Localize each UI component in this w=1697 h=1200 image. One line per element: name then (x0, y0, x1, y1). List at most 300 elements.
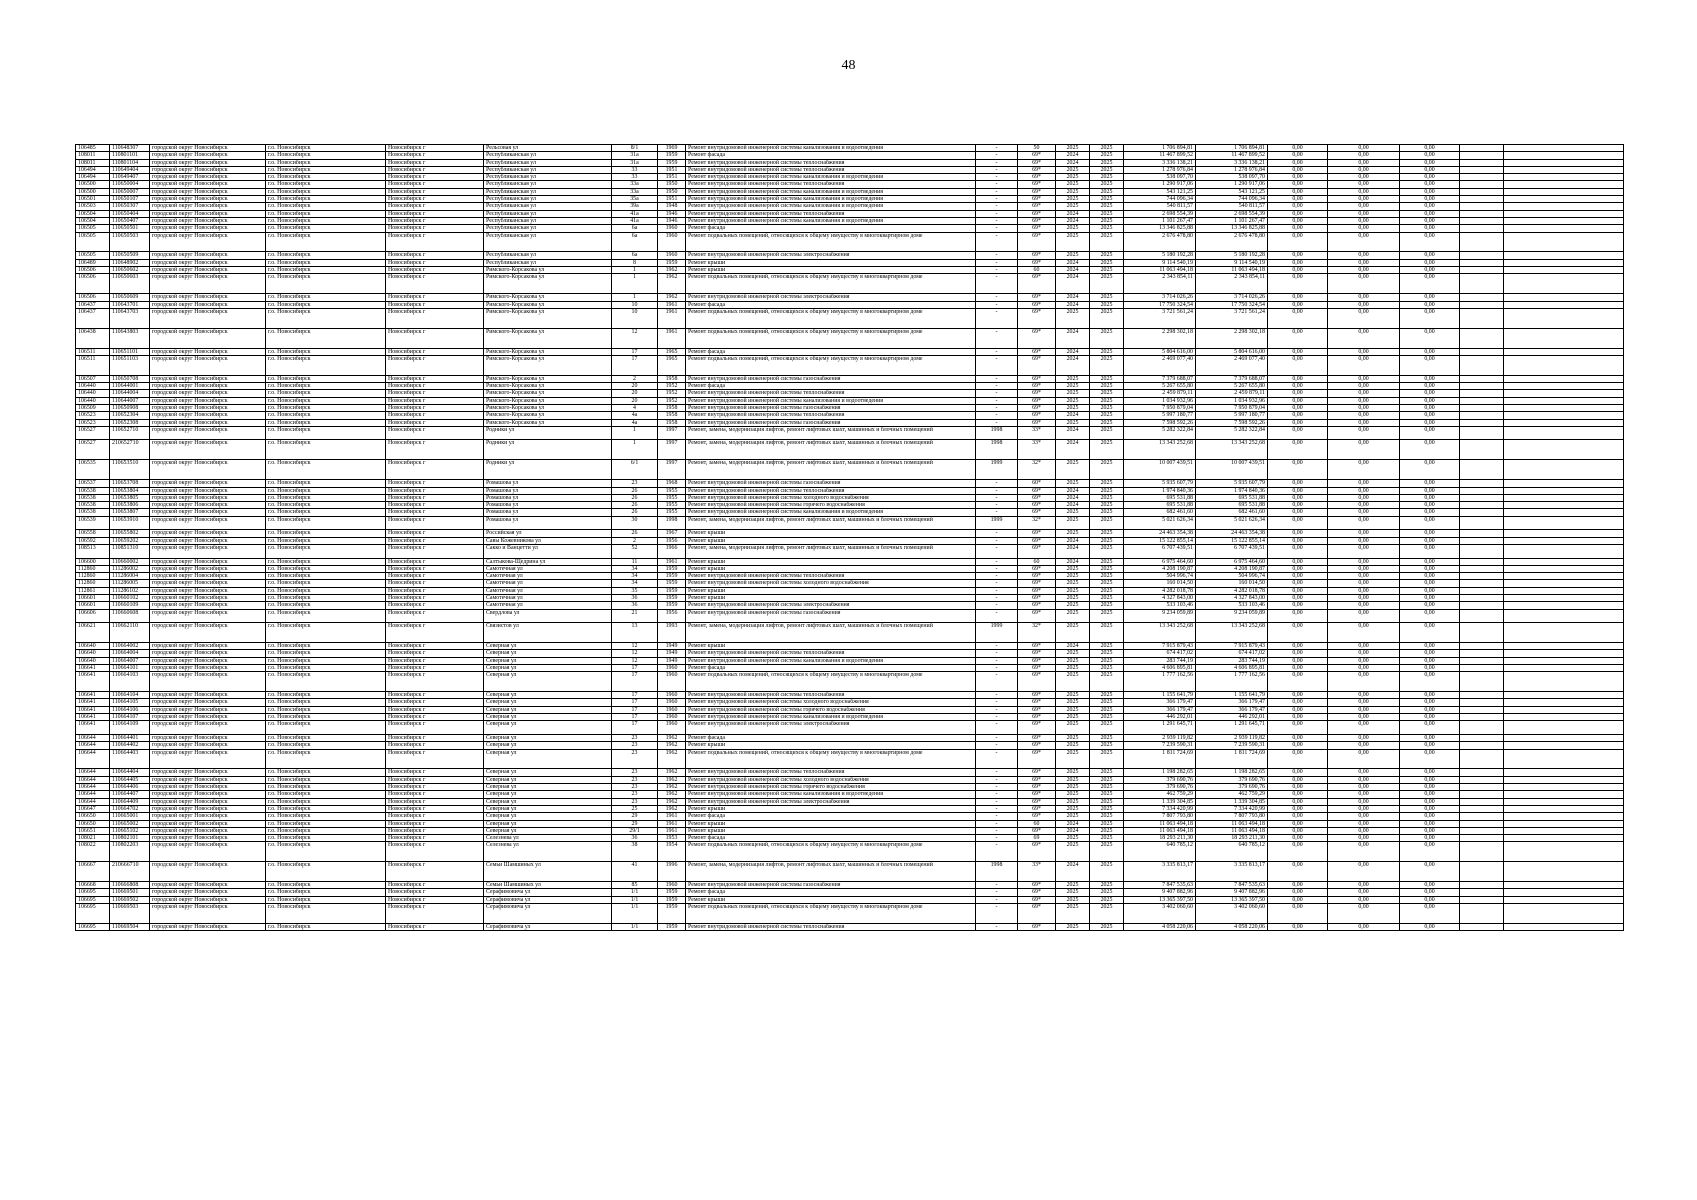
cell-budget-local: 0,00 (1400, 882, 1460, 889)
cell-budget-federal: 0,00 (1268, 721, 1328, 735)
cell-settlement: г.о. Новосибирск (266, 776, 386, 783)
cell-street: Семьи Шамшиных ул (484, 862, 612, 882)
cell-wear-percent: 32* (1018, 460, 1056, 480)
cell-total-cost: 15 122 855,14 (1124, 537, 1196, 544)
cell-budget-federal: 0,00 (1268, 692, 1328, 699)
cell-wear-percent: 69* (1018, 301, 1056, 308)
cell-build-year: 1951 (658, 196, 686, 203)
cell-wear-percent: 69* (1018, 657, 1056, 664)
cell-municipality: городской округ Новосибирск (150, 267, 266, 274)
cell-street: Свердлова ул (484, 609, 612, 623)
cell-plan-year-start: 2025 (1056, 460, 1090, 480)
cell-budget-regional: 0,00 (1328, 267, 1400, 274)
cell-budget-local: 0,00 (1400, 657, 1460, 664)
cell-wear-percent: 69* (1018, 210, 1056, 217)
cell-plan-year-start: 2024 (1056, 502, 1090, 509)
cell-house-number: 29/1 (612, 827, 658, 834)
cell-street: Республиканская ул (484, 217, 612, 224)
cell-work-code: 110650603 (110, 274, 150, 294)
cell-total-cost: 3 721 561,24 (1124, 308, 1196, 328)
cell-city: Новосибирск г (386, 181, 484, 188)
cell-city: Новосибирск г (386, 813, 484, 820)
cell-municipality: городской округ Новосибирск (150, 480, 266, 487)
cell-budget-regional: 0,00 (1328, 404, 1400, 411)
table-row (76, 328, 1624, 348)
cell-municipality: городской округ Новосибирск (150, 355, 266, 375)
cell-lift-year: - (976, 742, 1018, 749)
table-row (76, 494, 1624, 501)
cell-street: Римского-Корсакова ул (484, 383, 612, 390)
cell-budget-federal: 0,00 (1268, 602, 1328, 609)
cell-city: Новосибирск г (386, 355, 484, 375)
cell-plan-year-start: 2025 (1056, 516, 1090, 530)
cell-work-type: Ремонт внутридомовой инженерной системы теплоснабжения (686, 650, 976, 657)
cell-work-code: 110664702 (110, 805, 150, 812)
cell-build-year: 1959 (658, 580, 686, 587)
cell-city: Новосибирск г (386, 274, 484, 294)
cell-total-cost: 6 975 464,60 (1124, 558, 1196, 565)
cell-fund-cost: 9 114 540,19 (1196, 259, 1268, 266)
cell-wear-percent: 69* (1018, 776, 1056, 783)
cell-fund-cost: 3 335 813,17 (1196, 862, 1268, 882)
cell-house-id: 106644 (76, 791, 110, 798)
cell-house-number: 26 (612, 530, 658, 537)
cell-budget-regional: 0,00 (1328, 537, 1400, 544)
cell-municipality: городской округ Новосибирск (150, 657, 266, 664)
cell-build-year: 1959 (658, 573, 686, 580)
cell-total-cost: 7 950 879,04 (1124, 404, 1196, 411)
cell-plan-year-start: 2024 (1056, 537, 1090, 544)
cell-wear-percent: 69* (1018, 573, 1056, 580)
cell-house-id: 106440 (76, 383, 110, 390)
cell-plan-year-end: 2025 (1090, 923, 1124, 930)
cell-lift-year: - (976, 348, 1018, 355)
cell-budget-local: 0,00 (1400, 267, 1460, 274)
cell-plan-year-start: 2024 (1056, 862, 1090, 882)
cell-work-code: 110664409 (110, 798, 150, 805)
cell-house-id: 108021 (76, 835, 110, 842)
cell-work-code: 110664109 (110, 721, 150, 735)
cell-house-id: 106668 (76, 882, 110, 889)
cell-extra-1 (1460, 882, 1504, 889)
cell-fund-cost: 15 122 855,14 (1196, 537, 1268, 544)
table-row (76, 889, 1624, 896)
cell-budget-local: 0,00 (1400, 174, 1460, 181)
cell-budget-regional: 0,00 (1328, 714, 1400, 721)
cell-budget-local: 0,00 (1400, 714, 1460, 721)
cell-municipality: городской округ Новосибирск (150, 530, 266, 537)
cell-build-year: 1956 (658, 609, 686, 623)
cell-work-type: Ремонт, замена, модернизация лифтов, ремонт лифтовых шахт, машинных и блочных помещений (686, 440, 976, 460)
cell-settlement: г.о. Новосибирск (266, 734, 386, 741)
cell-plan-year-end: 2025 (1090, 152, 1124, 159)
cell-extra-1 (1460, 203, 1504, 210)
cell-total-cost: 283 744,19 (1124, 657, 1196, 664)
cell-city: Новосибирск г (386, 537, 484, 544)
cell-wear-percent: 69* (1018, 791, 1056, 798)
table-row (76, 480, 1624, 487)
cell-city: Новосибирск г (386, 196, 484, 203)
cell-fund-cost: 7 847 535,63 (1196, 882, 1268, 889)
cell-municipality: городской округ Новосибирск (150, 573, 266, 580)
cell-house-number: 31а (612, 152, 658, 159)
cell-settlement: г.о. Новосибирск (266, 328, 386, 348)
cell-budget-regional: 0,00 (1328, 217, 1400, 224)
cell-total-cost: 3 335 813,17 (1124, 862, 1196, 882)
cell-fund-cost: 11 063 494,18 (1196, 827, 1268, 834)
table-row (76, 692, 1624, 699)
cell-city: Новосибирск г (386, 827, 484, 834)
cell-fund-cost: 446 292,01 (1196, 714, 1268, 721)
cell-city: Новосибирск г (386, 152, 484, 159)
cell-house-number: 38 (612, 842, 658, 862)
cell-budget-regional: 0,00 (1328, 734, 1400, 741)
cell-house-id: 106641 (76, 706, 110, 713)
cell-settlement: г.о. Новосибирск (266, 355, 386, 375)
cell-house-id: 112860 (76, 573, 110, 580)
cell-street: Республиканская ул (484, 196, 612, 203)
cell-work-code: 110664007 (110, 657, 150, 664)
table-row (76, 440, 1624, 460)
cell-budget-local: 0,00 (1400, 889, 1460, 896)
cell-house-id: 106644 (76, 769, 110, 776)
cell-lift-year: - (976, 383, 1018, 390)
cell-house-id: 106539 (76, 516, 110, 530)
cell-settlement: г.о. Новосибирск (266, 166, 386, 173)
cell-budget-federal: 0,00 (1268, 714, 1328, 721)
cell-plan-year-start: 2025 (1056, 174, 1090, 181)
cell-budget-regional: 0,00 (1328, 355, 1400, 375)
cell-budget-local: 0,00 (1400, 412, 1460, 419)
cell-lift-year: - (976, 308, 1018, 328)
cell-total-cost: 366 179,47 (1124, 699, 1196, 706)
cell-house-number: 12 (612, 650, 658, 657)
cell-house-id: 106494 (76, 166, 110, 173)
cell-plan-year-end: 2025 (1090, 904, 1124, 924)
cell-fund-cost: 682 461,60 (1196, 509, 1268, 516)
cell-wear-percent: 69* (1018, 595, 1056, 602)
cell-house-number: 8 (612, 259, 658, 266)
cell-plan-year-start: 2025 (1056, 404, 1090, 411)
cell-work-type: Ремонт внутридомовой инженерной системы газоснабжения (686, 375, 976, 382)
cell-work-type: Ремонт внутридомовой инженерной системы холодного водоснабжения (686, 776, 976, 783)
cell-budget-local: 0,00 (1400, 294, 1460, 301)
cell-extra-1 (1460, 602, 1504, 609)
cell-lift-year: 1999 (976, 460, 1018, 480)
cell-work-type: Ремонт внутридомовой инженерной системы канализования и водоотведения (686, 509, 976, 516)
cell-plan-year-end: 2025 (1090, 699, 1124, 706)
cell-fund-cost: 1 198 282,65 (1196, 769, 1268, 776)
cell-house-number: 35 (612, 587, 658, 594)
cell-fund-cost: 2 469 077,40 (1196, 355, 1268, 375)
cell-house-number: 41а (612, 217, 658, 224)
cell-plan-year-end: 2025 (1090, 609, 1124, 623)
cell-budget-local: 0,00 (1400, 426, 1460, 440)
cell-settlement: г.о. Новосибирск (266, 480, 386, 487)
cell-settlement: г.о. Новосибирск (266, 595, 386, 602)
cell-plan-year-end: 2025 (1090, 355, 1124, 375)
cell-work-code: 110664104 (110, 692, 150, 699)
cell-budget-regional: 0,00 (1328, 544, 1400, 558)
cell-house-number: 41а (612, 210, 658, 217)
cell-extra-2 (1504, 159, 1624, 166)
cell-budget-local: 0,00 (1400, 232, 1460, 252)
cell-budget-federal: 0,00 (1268, 355, 1328, 375)
cell-fund-cost: 1 777 162,56 (1196, 672, 1268, 692)
cell-fund-cost: 462 759,29 (1196, 791, 1268, 798)
cell-house-id: 106538 (76, 502, 110, 509)
cell-settlement: г.о. Новосибирск (266, 544, 386, 558)
cell-work-type: Ремонт подвальных помещений, относящихся к общему имуществу в многоквартирном доме (686, 904, 976, 924)
cell-total-cost: 5 267 655,80 (1124, 383, 1196, 390)
cell-settlement: г.о. Новосибирск (266, 509, 386, 516)
cell-city: Новосибирск г (386, 776, 484, 783)
cell-plan-year-start: 2024 (1056, 440, 1090, 460)
cell-plan-year-start: 2024 (1056, 217, 1090, 224)
cell-plan-year-start: 2025 (1056, 573, 1090, 580)
cell-plan-year-end: 2025 (1090, 397, 1124, 404)
cell-extra-2 (1504, 882, 1624, 889)
cell-extra-1 (1460, 460, 1504, 480)
cell-plan-year-start: 2025 (1056, 166, 1090, 173)
cell-house-number: 33а (612, 188, 658, 195)
cell-city: Новосибирск г (386, 348, 484, 355)
cell-work-type: Ремонт фасада (686, 734, 976, 741)
cell-work-code: 110653910 (110, 516, 150, 530)
cell-city: Новосибирск г (386, 565, 484, 572)
table-row (76, 404, 1624, 411)
cell-lift-year: - (976, 544, 1018, 558)
cell-lift-year: - (976, 274, 1018, 294)
cell-budget-regional: 0,00 (1328, 274, 1400, 294)
cell-work-code: 110669503 (110, 904, 150, 924)
cell-street: Римского-Корсакова ул (484, 308, 612, 328)
cell-lift-year: - (976, 267, 1018, 274)
cell-wear-percent: 69* (1018, 805, 1056, 812)
table-row (76, 602, 1624, 609)
cell-extra-1 (1460, 294, 1504, 301)
cell-extra-2 (1504, 714, 1624, 721)
cell-fund-cost: 7 239 590,31 (1196, 742, 1268, 749)
cell-work-code: 110664403 (110, 749, 150, 769)
cell-budget-regional: 0,00 (1328, 159, 1400, 166)
cell-extra-2 (1504, 301, 1624, 308)
cell-house-id: 106511 (76, 355, 110, 375)
cell-house-id: 108513 (76, 544, 110, 558)
cell-settlement: г.о. Новосибирск (266, 196, 386, 203)
cell-build-year: 1952 (658, 390, 686, 397)
cell-build-year: 1955 (658, 487, 686, 494)
cell-budget-federal: 0,00 (1268, 798, 1328, 805)
cell-house-id: 106506 (76, 267, 110, 274)
cell-budget-local: 0,00 (1400, 791, 1460, 798)
cell-plan-year-start: 2024 (1056, 494, 1090, 501)
cell-work-type: Ремонт крыши (686, 587, 976, 594)
cell-budget-federal: 0,00 (1268, 166, 1328, 173)
cell-street: Северная ул (484, 749, 612, 769)
cell-plan-year-start: 2025 (1056, 721, 1090, 735)
cell-extra-1 (1460, 862, 1504, 882)
cell-budget-local: 0,00 (1400, 769, 1460, 776)
cell-budget-local: 0,00 (1400, 721, 1460, 735)
cell-plan-year-end: 2025 (1090, 181, 1124, 188)
cell-budget-federal: 0,00 (1268, 896, 1328, 903)
cell-total-cost: 17 750 324,54 (1124, 301, 1196, 308)
cell-house-id: 106667 (76, 862, 110, 882)
cell-street: Самотечная ул (484, 595, 612, 602)
cell-budget-federal: 0,00 (1268, 494, 1328, 501)
cell-budget-regional: 0,00 (1328, 252, 1400, 259)
cell-lift-year: - (976, 791, 1018, 798)
table-row (76, 196, 1624, 203)
cell-house-number: 4 (612, 404, 658, 411)
cell-total-cost: 379 690,76 (1124, 784, 1196, 791)
cell-wear-percent: 69* (1018, 923, 1056, 930)
cell-city: Новосибирск г (386, 530, 484, 537)
cell-work-type: Ремонт внутридомовой инженерной системы канализования и водоотведения (686, 188, 976, 195)
cell-fund-cost: 3 336 138,21 (1196, 159, 1268, 166)
cell-plan-year-end: 2025 (1090, 565, 1124, 572)
cell-total-cost: 7 598 592,26 (1124, 419, 1196, 426)
cell-lift-year: - (976, 259, 1018, 266)
cell-street: Сакко и Ванцетти ул (484, 544, 612, 558)
cell-work-code: 110664103 (110, 672, 150, 692)
cell-work-type: Ремонт внутридомовой инженерной системы канализования и водоотведения (686, 714, 976, 721)
cell-work-type: Ремонт внутридомовой инженерной системы теплоснабжения (686, 692, 976, 699)
cell-budget-regional: 0,00 (1328, 166, 1400, 173)
cell-house-id: 106505 (76, 232, 110, 252)
cell-extra-2 (1504, 609, 1624, 623)
cell-wear-percent: 69* (1018, 813, 1056, 820)
cell-total-cost: 5 935 607,79 (1124, 480, 1196, 487)
cell-extra-1 (1460, 734, 1504, 741)
cell-work-code: 110665002 (110, 820, 150, 827)
cell-extra-2 (1504, 232, 1624, 252)
cell-street: Римского-Корсакова ул (484, 267, 612, 274)
cell-plan-year-end: 2025 (1090, 487, 1124, 494)
cell-city: Новосибирск г (386, 225, 484, 232)
cell-house-id: 106505 (76, 225, 110, 232)
cell-work-type: Ремонт подвальных помещений, относящихся к общему имуществу в многоквартирном доме (686, 232, 976, 252)
cell-extra-1 (1460, 188, 1504, 195)
cell-plan-year-start: 2025 (1056, 390, 1090, 397)
cell-budget-federal: 0,00 (1268, 328, 1328, 348)
cell-house-number: 26 (612, 502, 658, 509)
cell-city: Новосибирск г (386, 643, 484, 650)
cell-lift-year: - (976, 145, 1018, 152)
cell-budget-local: 0,00 (1400, 805, 1460, 812)
cell-plan-year-end: 2025 (1090, 580, 1124, 587)
cell-house-number: 17 (612, 672, 658, 692)
cell-fund-cost: 7 379 688,07 (1196, 375, 1268, 382)
cell-extra-2 (1504, 862, 1624, 882)
cell-build-year: 1962 (658, 294, 686, 301)
cell-build-year: 1955 (658, 509, 686, 516)
cell-lift-year: - (976, 650, 1018, 657)
cell-work-code: 110662110 (110, 623, 150, 643)
cell-wear-percent: 69* (1018, 721, 1056, 735)
cell-budget-local: 0,00 (1400, 480, 1460, 487)
cell-street: Северная ул (484, 805, 612, 812)
cell-plan-year-start: 2025 (1056, 734, 1090, 741)
cell-extra-2 (1504, 294, 1624, 301)
cell-budget-federal: 0,00 (1268, 842, 1328, 862)
cell-extra-2 (1504, 699, 1624, 706)
cell-fund-cost: 4 327 843,00 (1196, 595, 1268, 602)
table-row (76, 516, 1624, 530)
cell-budget-federal: 0,00 (1268, 509, 1328, 516)
cell-city: Новосибирск г (386, 390, 484, 397)
cell-budget-regional: 0,00 (1328, 440, 1400, 460)
cell-municipality: городской округ Новосибирск (150, 813, 266, 820)
cell-work-code: 110666808 (110, 882, 150, 889)
cell-house-id: 106509 (76, 404, 110, 411)
cell-city: Новосибирск г (386, 301, 484, 308)
cell-street: Семьи Шамшиных ул (484, 882, 612, 889)
cell-work-code: 110653807 (110, 509, 150, 516)
cell-work-code: 110660109 (110, 602, 150, 609)
cell-extra-2 (1504, 348, 1624, 355)
cell-lift-year: - (976, 896, 1018, 903)
cell-fund-cost: 543 121,25 (1196, 188, 1268, 195)
cell-plan-year-start: 2024 (1056, 159, 1090, 166)
cell-house-id: 106507 (76, 375, 110, 382)
cell-city: Новосибирск г (386, 308, 484, 328)
cell-lift-year: - (976, 480, 1018, 487)
cell-municipality: городской округ Новосибирск (150, 426, 266, 440)
cell-municipality: городской округ Новосибирск (150, 798, 266, 805)
cell-plan-year-end: 2025 (1090, 842, 1124, 862)
cell-build-year: 1966 (658, 544, 686, 558)
cell-plan-year-start: 2025 (1056, 181, 1090, 188)
cell-build-year: 1960 (658, 232, 686, 252)
cell-settlement: г.о. Новосибирск (266, 232, 386, 252)
cell-settlement: г.о. Новосибирск (266, 217, 386, 224)
cell-settlement: г.о. Новосибирск (266, 820, 386, 827)
cell-work-type: Ремонт крыши (686, 820, 976, 827)
cell-work-code: 210652710 (110, 440, 150, 460)
cell-fund-cost: 9 407 882,96 (1196, 889, 1268, 896)
cell-extra-1 (1460, 699, 1504, 706)
cell-fund-cost: 695 531,88 (1196, 502, 1268, 509)
table-row (76, 650, 1624, 657)
cell-plan-year-start: 2025 (1056, 252, 1090, 259)
cell-municipality: городской округ Новосибирск (150, 699, 266, 706)
cell-street: Родники ул (484, 460, 612, 480)
cell-municipality: городской округ Новосибирск (150, 225, 266, 232)
cell-fund-cost: 744 096,34 (1196, 196, 1268, 203)
cell-lift-year: - (976, 355, 1018, 375)
cell-settlement: г.о. Новосибирск (266, 835, 386, 842)
cell-municipality: городской округ Новосибирск (150, 181, 266, 188)
cell-budget-local: 0,00 (1400, 404, 1460, 411)
cell-extra-2 (1504, 537, 1624, 544)
cell-work-type: Ремонт внутридомовой инженерной системы электроснабжения (686, 721, 976, 735)
cell-budget-regional: 0,00 (1328, 516, 1400, 530)
cell-house-id: 108022 (76, 842, 110, 862)
cell-settlement: г.о. Новосибирск (266, 252, 386, 259)
cell-street: Самотечная ул (484, 573, 612, 580)
cell-build-year: 1998 (658, 516, 686, 530)
cell-extra-2 (1504, 587, 1624, 594)
cell-build-year: 1962 (658, 274, 686, 294)
cell-extra-2 (1504, 196, 1624, 203)
cell-street: Республиканская ул (484, 210, 612, 217)
cell-budget-regional: 0,00 (1328, 301, 1400, 308)
cell-settlement: г.о. Новосибирск (266, 813, 386, 820)
cell-budget-regional: 0,00 (1328, 308, 1400, 328)
cell-budget-local: 0,00 (1400, 827, 1460, 834)
